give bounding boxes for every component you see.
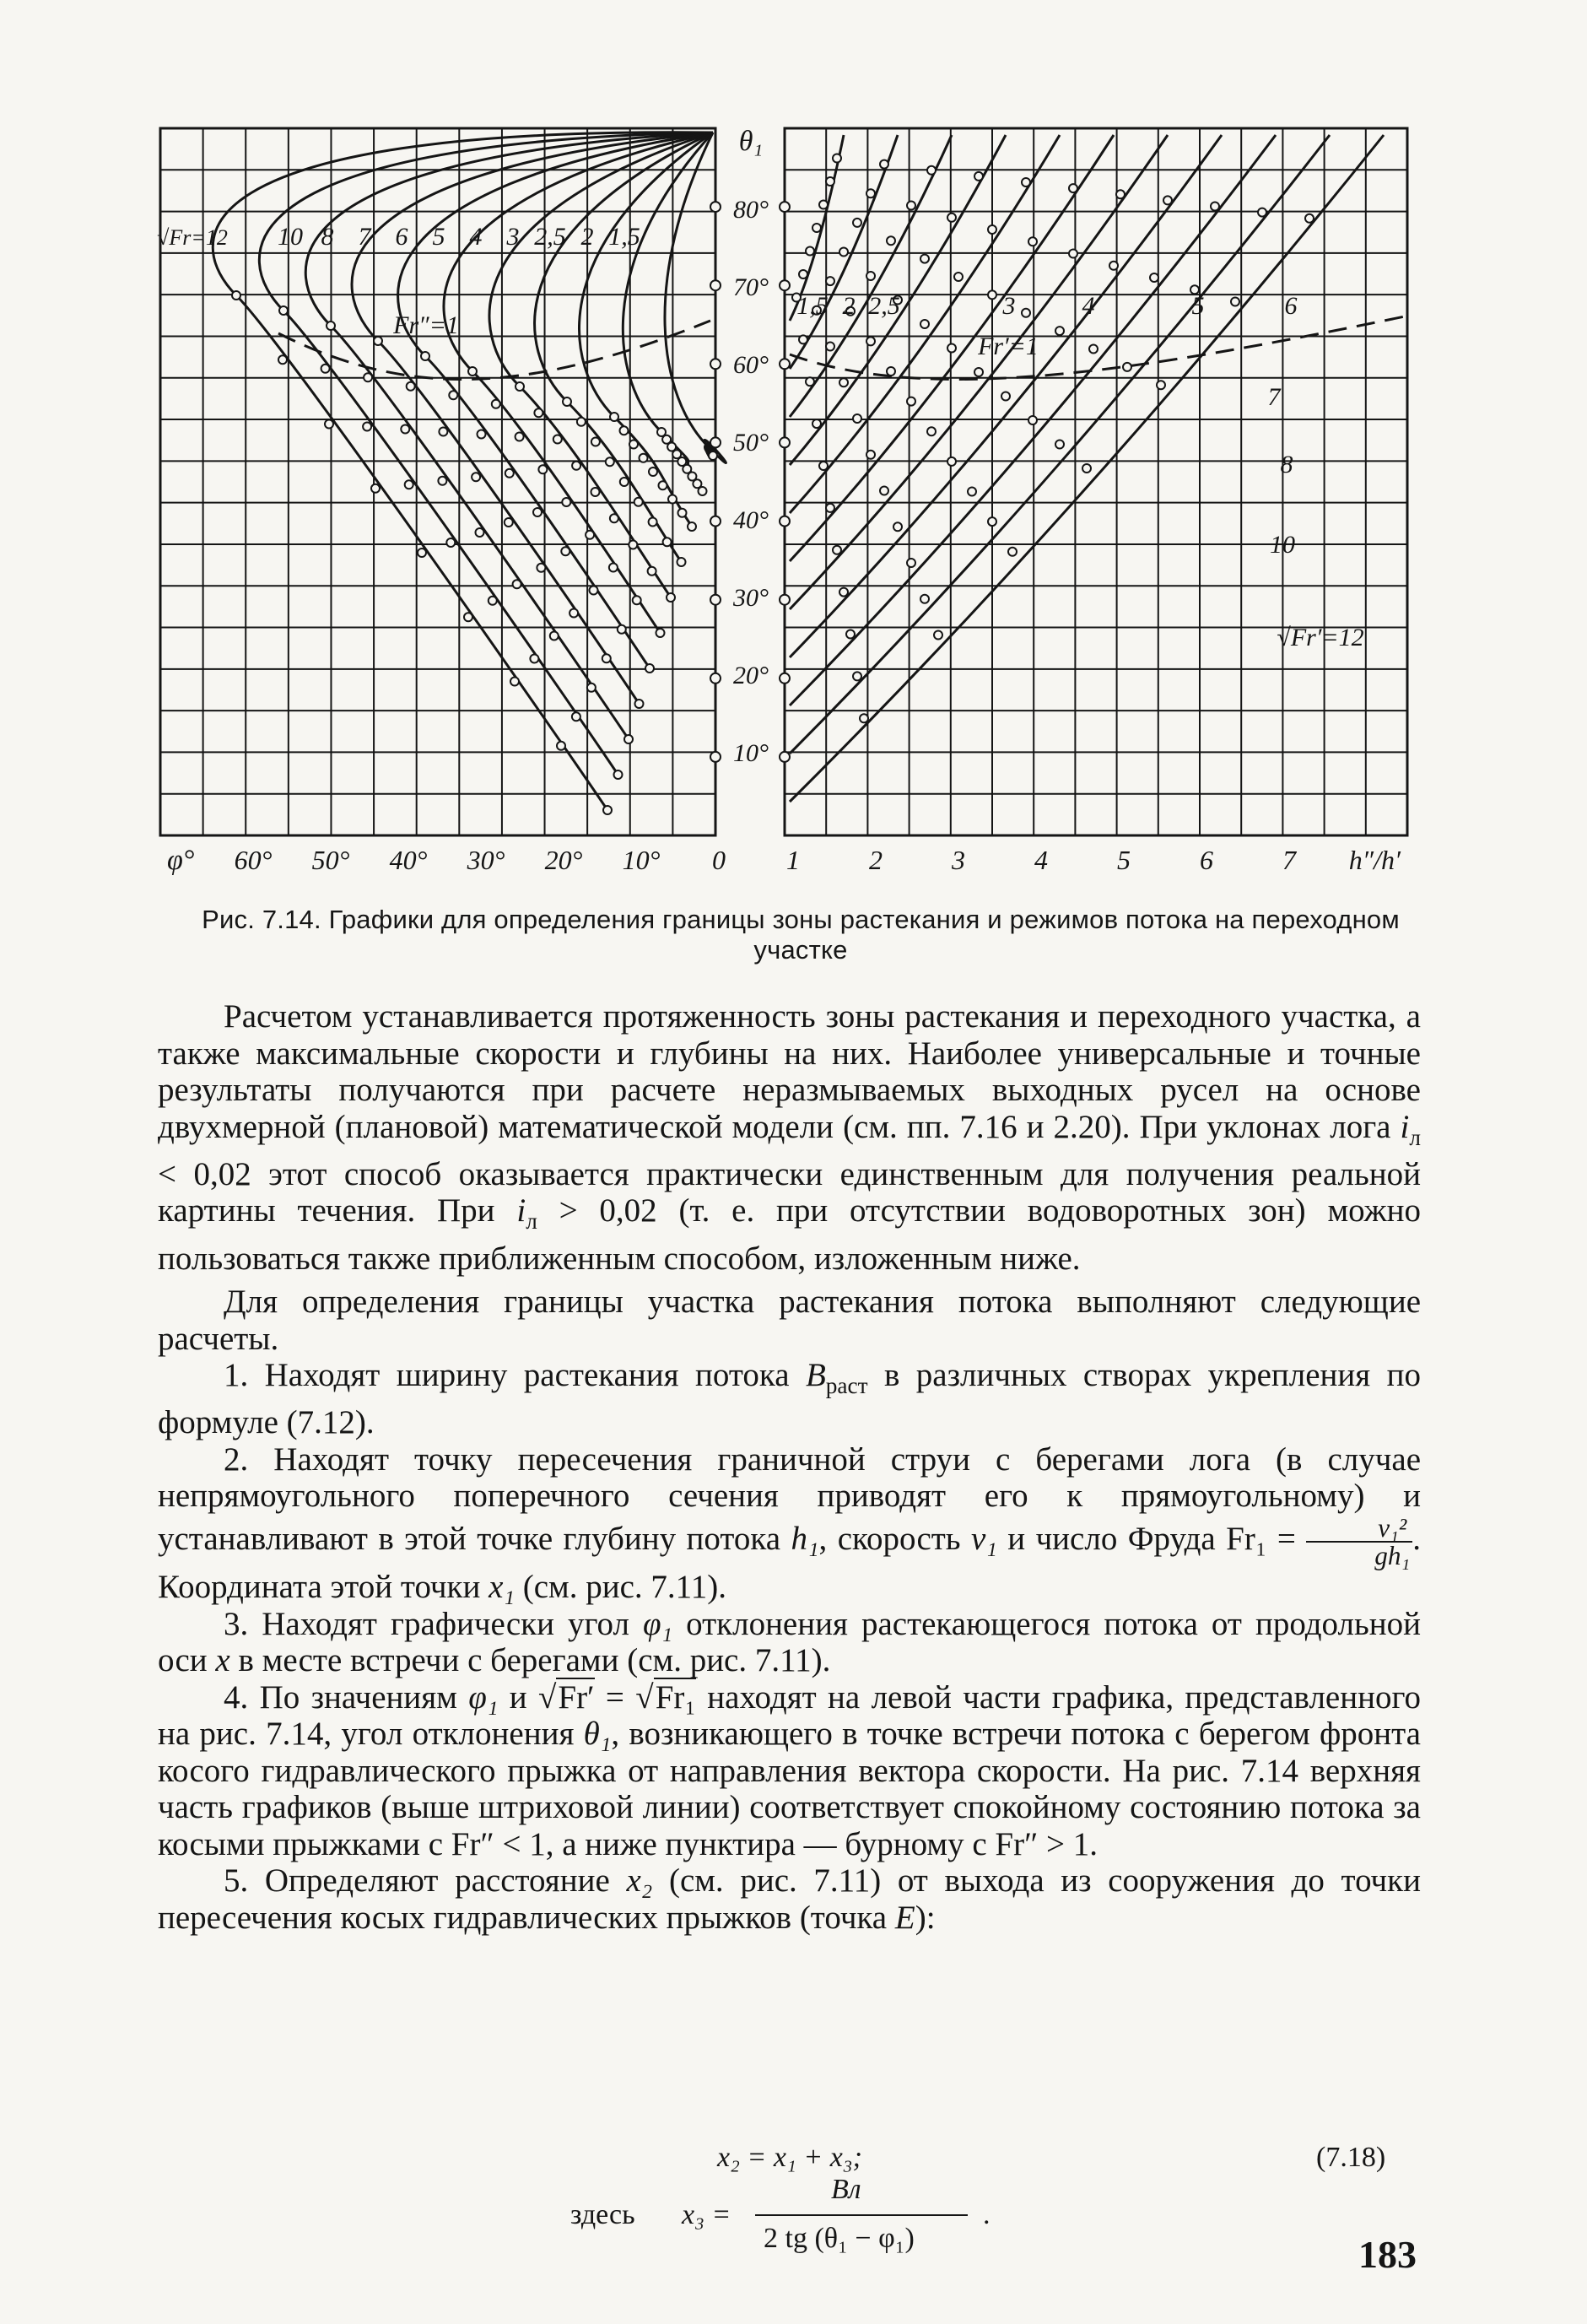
curve-point bbox=[590, 586, 598, 595]
curve-point bbox=[799, 270, 807, 278]
right-curve-label: 6 bbox=[1284, 292, 1298, 320]
right-x-tick-label: 1 bbox=[786, 845, 800, 875]
right-x-axis-symbol: h″/h′ bbox=[1348, 845, 1401, 875]
curve-point bbox=[421, 352, 429, 360]
axis-tick-circle bbox=[780, 437, 790, 447]
figure-7-14 bbox=[0, 0, 1587, 903]
curve-point bbox=[907, 202, 915, 210]
curve-point bbox=[826, 504, 834, 512]
curve-point bbox=[489, 597, 497, 605]
curve-point bbox=[1089, 345, 1098, 354]
axis-tick-circle bbox=[710, 437, 721, 447]
curve-point bbox=[586, 531, 594, 539]
left-curve bbox=[352, 132, 713, 704]
curve-point bbox=[232, 291, 240, 300]
left-x-tick-label: 10° bbox=[622, 845, 661, 875]
curve-point bbox=[920, 255, 929, 263]
curve-point bbox=[476, 528, 484, 537]
curve-point bbox=[974, 172, 983, 181]
curve-point bbox=[516, 382, 524, 391]
curve-point bbox=[1258, 208, 1266, 217]
curve-point bbox=[603, 806, 612, 814]
curve-point bbox=[606, 457, 614, 466]
curve-point bbox=[538, 465, 547, 473]
curve-point bbox=[371, 484, 380, 493]
curve-point bbox=[1231, 298, 1239, 306]
curve-point bbox=[853, 414, 861, 423]
left-curve-label: 2,5 bbox=[534, 223, 566, 251]
curve-point bbox=[833, 546, 841, 554]
curve-point bbox=[709, 451, 717, 460]
curve-point bbox=[1069, 184, 1077, 192]
curve-point bbox=[640, 454, 648, 462]
curve-point bbox=[648, 567, 656, 576]
curve-point bbox=[699, 487, 707, 495]
left-curve-label: 2 bbox=[580, 223, 594, 251]
curve-point bbox=[635, 700, 644, 708]
curve-point bbox=[602, 654, 611, 662]
caption-lead: Рис. 7.14. bbox=[202, 905, 321, 934]
curve-point bbox=[668, 495, 677, 504]
axis-tick-circle bbox=[710, 673, 721, 684]
axis-tick-circle bbox=[710, 202, 721, 212]
center-tick-label: 60° bbox=[733, 351, 769, 379]
formula-number: (7.18) bbox=[1316, 2142, 1386, 2173]
right-curve-label: 2,5 bbox=[868, 292, 900, 320]
curve-point bbox=[649, 468, 657, 476]
right-curve-label: 5 bbox=[1191, 292, 1205, 320]
formula-7-18: x₂ = x₁ + x₃; bbox=[717, 2142, 862, 2173]
curve-point bbox=[620, 426, 629, 435]
curve-point bbox=[279, 306, 288, 315]
curve-point bbox=[587, 684, 596, 692]
right-x-tick-label: 4 bbox=[1034, 845, 1048, 875]
curve-point bbox=[468, 367, 477, 376]
curve-point bbox=[645, 664, 654, 673]
curve-point bbox=[563, 397, 571, 406]
curve-point bbox=[1082, 464, 1091, 473]
paragraph-4: 2. Находят точку пересечения граничной струи с берегами лога (в случае непрямоугольного поперечного сечения приводят его к прямоугольному) и устанавливают в этой точке глубину потока h₁, скорость v₁ и число Фруда Fr₁ = $\frac{\text{v₁²}}{\text{gh₁}}$ . Координата этой точки x₁ (см. рис. 7.11). bbox=[158, 1440, 1422, 1606]
curve-point bbox=[1028, 237, 1037, 246]
curve-point bbox=[472, 473, 480, 481]
curve-point bbox=[1028, 416, 1037, 424]
curve-point bbox=[853, 219, 861, 227]
right-curve-label: 4 bbox=[1082, 292, 1095, 320]
curve-point bbox=[449, 391, 457, 399]
curve-point bbox=[1069, 250, 1077, 258]
right-x-tick-label: 7 bbox=[1282, 845, 1296, 875]
curve-point bbox=[920, 320, 929, 328]
left-x-tick-label: 50° bbox=[311, 845, 350, 875]
curve-point bbox=[833, 154, 841, 163]
curve-point bbox=[562, 498, 570, 506]
curve-point bbox=[819, 462, 828, 470]
curve-point bbox=[492, 400, 500, 408]
paragraph-3: 1. Находят ширину растекания потока $B_{раст}$ в различных створах укрепления по формуле (7.12). bbox=[158, 1357, 1421, 1441]
formula-x3-lhs: x₃ = bbox=[682, 2199, 731, 2230]
axis-tick-circle bbox=[710, 595, 721, 605]
axis-tick-circle bbox=[780, 752, 790, 762]
curve-point bbox=[327, 322, 335, 330]
curve-point bbox=[1123, 363, 1131, 371]
right-curve-label: 10 bbox=[1270, 531, 1295, 559]
axis-tick-circle bbox=[780, 595, 790, 605]
curve-point bbox=[321, 365, 330, 373]
center-tick-label: 10° bbox=[733, 739, 769, 767]
right-curve-label: 2 bbox=[842, 292, 856, 320]
curve-point bbox=[1001, 392, 1010, 401]
curve-point bbox=[418, 549, 426, 557]
center-tick-label: 80° bbox=[733, 196, 769, 224]
curve-point bbox=[1055, 327, 1064, 335]
caption-text: Графики для определения границы зоны растекания и режимов потока на переходном участке bbox=[328, 905, 1400, 965]
right-x-tick-label: 2 bbox=[869, 845, 883, 875]
curve-point bbox=[678, 509, 687, 517]
axis-tick-circle bbox=[710, 516, 721, 527]
right-curve-label: 3 bbox=[1002, 292, 1016, 320]
right-x-tick-label: 3 bbox=[952, 845, 965, 875]
curve-point bbox=[688, 522, 696, 531]
curve-point bbox=[438, 477, 446, 485]
formula-x3-numerator: Bл bbox=[831, 2174, 861, 2205]
left-curve-label: 5 bbox=[432, 223, 445, 251]
curve-point bbox=[947, 457, 956, 466]
center-tick-label: 70° bbox=[733, 273, 769, 301]
paragraph-2: Для определения границы участка растекания потока выполняют следующие расчеты. bbox=[158, 1284, 1421, 1357]
paragraph-7: 5. Определяют расстояние x₂ (см. рис. 7.11) от выхода из сооружения до точки пересечения косых гидравлических прыжков (точка E): bbox=[158, 1862, 1421, 1936]
curve-point bbox=[325, 420, 333, 429]
left-x-tick-label: 60° bbox=[234, 845, 273, 875]
curve-point bbox=[446, 538, 455, 547]
axis-tick-circle bbox=[780, 516, 790, 527]
curve-point bbox=[826, 277, 834, 285]
left-curve-label: 7 bbox=[358, 223, 371, 251]
curve-point bbox=[649, 518, 657, 527]
formula-x3-end: . bbox=[983, 2199, 991, 2230]
curve-point bbox=[610, 413, 618, 421]
curve-point bbox=[569, 609, 578, 618]
curve-point bbox=[624, 735, 633, 743]
curve-point bbox=[839, 378, 848, 386]
curve-point bbox=[656, 629, 665, 637]
curve-point bbox=[1109, 262, 1118, 270]
axis-tick-circle bbox=[710, 359, 721, 369]
curve-point bbox=[812, 224, 821, 232]
curve-point bbox=[407, 382, 415, 391]
curve-point bbox=[577, 418, 586, 426]
curve-point bbox=[1055, 440, 1064, 449]
left-x-tick-label: 30° bbox=[467, 845, 505, 875]
center-tick-label: 30° bbox=[733, 584, 769, 612]
right-curve-label: √Fr′=12 bbox=[1277, 624, 1364, 651]
curve-point bbox=[839, 248, 848, 257]
curve-point bbox=[677, 558, 686, 566]
curve-point bbox=[505, 469, 514, 478]
curve-point bbox=[866, 337, 875, 345]
curve-point bbox=[968, 488, 976, 496]
curve-point bbox=[363, 423, 371, 431]
curve-point bbox=[364, 373, 372, 381]
left-curve-label: √Fr=12 bbox=[157, 225, 228, 250]
curve-point bbox=[920, 595, 929, 603]
curve-point bbox=[513, 580, 521, 588]
curve-point bbox=[374, 337, 382, 345]
curve-point bbox=[1116, 190, 1125, 198]
curve-point bbox=[927, 166, 936, 175]
curve-point bbox=[947, 344, 956, 353]
curve-point bbox=[610, 514, 618, 522]
curve-point bbox=[553, 435, 562, 444]
curve-point bbox=[839, 588, 848, 597]
curve-point bbox=[927, 427, 936, 435]
curve-point bbox=[907, 559, 915, 567]
formula-x3-denominator: 2 tg (θ₁ − φ₁) bbox=[764, 2223, 915, 2254]
axis-tick-circle bbox=[780, 359, 790, 369]
left-curve-label: 4 bbox=[469, 223, 483, 251]
curve-point bbox=[988, 225, 996, 234]
left-curve bbox=[580, 132, 713, 527]
curve-point bbox=[866, 272, 875, 280]
paragraph-6: 4. По значениям φ₁ и √Fr′ = √Fr₁ находят на левой части графика, представленного на рис. 7.14, угол отклонения θ₁, возникающего в точке встречи потока с берегом фронта косого гидравлического прыжка от направления вектора скорости. На рис. 7.14 верхняя часть графиков (выше штриховой линии) соответствует спокойному состоянию потока за косыми прыжками с Fr″ < 1, а ниже пунктира — бурному с Fr″ > 1. bbox=[158, 1678, 1421, 1862]
curve-point bbox=[826, 177, 834, 186]
curve-point bbox=[887, 367, 895, 376]
curve-point bbox=[533, 508, 542, 516]
left-curve-label: 3 bbox=[506, 223, 520, 251]
curve-point bbox=[530, 655, 538, 663]
curve-point bbox=[505, 518, 513, 527]
curve-point bbox=[464, 613, 472, 621]
curve-point bbox=[537, 564, 545, 572]
curve-point bbox=[439, 428, 447, 436]
curve-point bbox=[659, 481, 667, 489]
curve-point bbox=[572, 462, 580, 470]
curve-point bbox=[819, 201, 828, 209]
axis-tick-circle bbox=[710, 280, 721, 290]
axis-tick-circle bbox=[710, 752, 721, 762]
left-curve-label: 8 bbox=[321, 223, 334, 251]
page-number: 183 bbox=[1358, 2233, 1417, 2276]
curve-point bbox=[806, 377, 814, 386]
curve-point bbox=[846, 630, 855, 639]
curve-point bbox=[1163, 196, 1172, 204]
right-panel-frame bbox=[785, 128, 1407, 835]
right-curve-label: 7 bbox=[1267, 383, 1281, 411]
left-x-tick-label: 40° bbox=[389, 845, 428, 875]
center-tick-label: 40° bbox=[733, 506, 769, 534]
center-axis-symbol: θ₁ bbox=[738, 126, 764, 157]
axis-tick-circle bbox=[780, 202, 790, 212]
left-curve-label: 10 bbox=[278, 223, 303, 251]
curve-point bbox=[880, 160, 888, 169]
curve-point bbox=[534, 408, 542, 417]
curve-point bbox=[806, 247, 814, 256]
curve-point bbox=[1150, 273, 1158, 282]
right-curve-label: 8 bbox=[1280, 451, 1293, 478]
curve-point bbox=[609, 564, 618, 572]
curve-point bbox=[1211, 203, 1219, 211]
curve-point bbox=[516, 433, 524, 441]
curve-point bbox=[561, 547, 569, 555]
curve-point bbox=[799, 335, 807, 343]
curve-point bbox=[988, 517, 996, 526]
curve-point bbox=[634, 498, 643, 506]
curve-point bbox=[629, 440, 638, 449]
figure-caption bbox=[181, 905, 1421, 965]
curve-point bbox=[620, 478, 629, 486]
curve-point bbox=[1157, 381, 1165, 389]
curve-point bbox=[866, 451, 875, 459]
formula-here-label: здесь bbox=[570, 2199, 635, 2230]
curve-point bbox=[550, 632, 559, 640]
froude-fraction: $\frac{\text{v₁²}}{\text{gh₁}}$ bbox=[1306, 1515, 1412, 1569]
curve-point bbox=[633, 596, 641, 604]
curve-point bbox=[557, 742, 565, 750]
curve-point bbox=[934, 631, 942, 640]
curve-point bbox=[860, 714, 868, 722]
curve-point bbox=[572, 712, 580, 721]
curve-point bbox=[510, 678, 519, 686]
curve-point bbox=[812, 419, 821, 428]
curve-point bbox=[1008, 548, 1017, 556]
curve-point bbox=[401, 425, 409, 434]
curve-point bbox=[591, 438, 600, 446]
curve-point bbox=[618, 625, 626, 634]
paragraph-1: Расчетом устанавливается протяженность зоны растекания и переходного участка, а также максимальные скорости и глубины на них. Наиболее универсальные и точные результаты получаются при расчете неразмываемых выходных русел на основе двухмерной (плановой) математической модели (см. пп. 7.16 и 2.20). При уклонах лога $i_л < 0,02$ этот способ оказывается практически единственным для получения реальной картины течения. При $i_л > 0,02$ (т. е. при отсутствии водоворотных зон) можно пользоваться также приближенным способом, изложенным ниже. bbox=[158, 998, 1421, 1277]
curve-point bbox=[629, 541, 637, 549]
curve-point bbox=[826, 343, 834, 351]
left-curve-label: 6 bbox=[395, 223, 408, 251]
curve-point bbox=[954, 273, 963, 281]
right-x-tick-label: 6 bbox=[1200, 845, 1213, 875]
curve-point bbox=[1022, 309, 1030, 317]
right-curve-label: 1,5 bbox=[796, 292, 829, 320]
curve-point bbox=[947, 213, 956, 222]
right-boundary-label: Fr′=1 bbox=[978, 332, 1039, 360]
curve-point bbox=[1305, 214, 1314, 223]
paragraph-5: 3. Находят графически угол φ₁ отклонения растекающегося потока от продольной оси x в месте встречи с берегами (см. рис. 7.11). bbox=[158, 1605, 1422, 1679]
curve-point bbox=[405, 480, 413, 489]
curve-point bbox=[988, 290, 996, 299]
center-tick-label: 50° bbox=[733, 429, 769, 457]
curve-point bbox=[974, 368, 983, 376]
curve-point bbox=[887, 236, 895, 245]
curve-point bbox=[278, 355, 287, 364]
curve-point bbox=[591, 488, 600, 496]
body-text bbox=[158, 998, 1421, 1936]
curve-point bbox=[893, 522, 902, 531]
left-x-tick-label: 20° bbox=[544, 845, 583, 875]
curve-point bbox=[663, 538, 672, 546]
curve-point bbox=[1022, 178, 1030, 186]
right-x-tick-label: 5 bbox=[1117, 845, 1131, 875]
axis-tick-circle bbox=[780, 673, 790, 684]
left-x-tick-label: 0 bbox=[712, 845, 726, 875]
left-curve-label: 1,5 bbox=[608, 223, 640, 251]
curve-point bbox=[667, 593, 675, 602]
left-boundary-label: Fr″=1 bbox=[393, 311, 459, 339]
curve-point bbox=[614, 770, 623, 779]
curve-point bbox=[866, 189, 875, 197]
curve-point bbox=[478, 430, 486, 439]
curve-point bbox=[907, 397, 915, 406]
curve-point bbox=[880, 487, 888, 495]
formula-x3-fraction-bar bbox=[755, 2214, 968, 2216]
axis-tick-circle bbox=[780, 280, 790, 290]
left-x-axis-symbol: φ° bbox=[167, 845, 195, 876]
curve-point bbox=[853, 672, 861, 680]
center-tick-label: 20° bbox=[733, 662, 769, 689]
